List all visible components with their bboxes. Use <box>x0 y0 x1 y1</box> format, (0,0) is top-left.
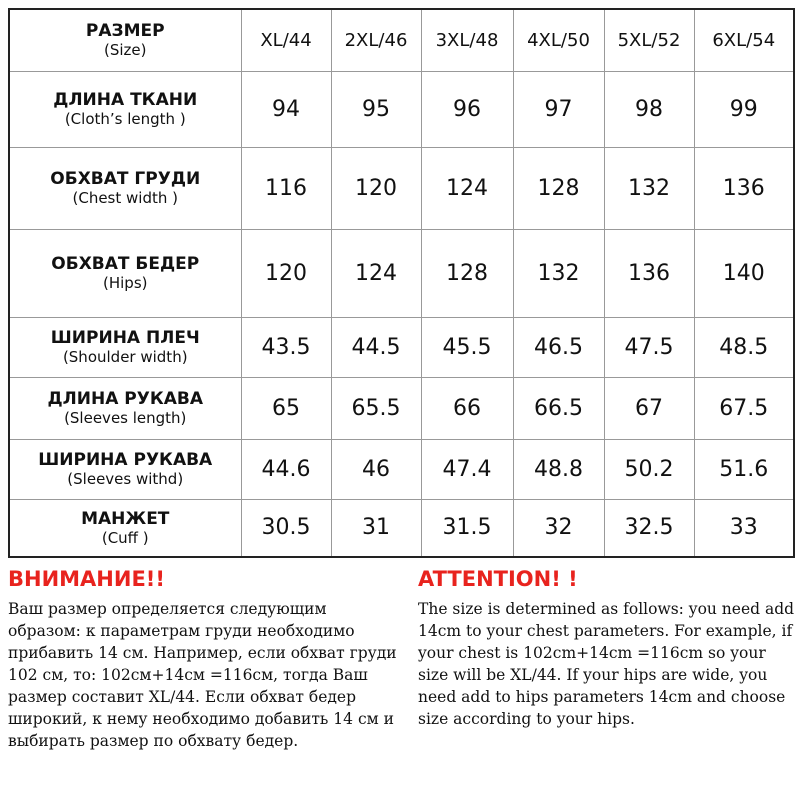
row-label-en: (Sleeves length) <box>64 409 187 427</box>
value: 97 <box>544 96 573 122</box>
value-cell <box>331 147 421 229</box>
value-cell <box>694 499 794 557</box>
attention-note-ru <box>8 566 403 752</box>
value-cell <box>694 147 794 229</box>
value: 96 <box>453 96 481 122</box>
size-header-cell <box>694 9 794 71</box>
value-cell <box>241 229 331 317</box>
value: 124 <box>355 260 397 286</box>
row-label-cell <box>9 147 241 229</box>
attention-title-ru: ВНИМАНИЕ!! <box>8 567 165 591</box>
value: 116 <box>265 175 307 201</box>
size-label-ru: РАЗМЕР <box>85 21 165 42</box>
value: 94 <box>272 96 300 122</box>
value-cell <box>513 499 604 557</box>
value: 128 <box>446 260 488 286</box>
row-label-cell <box>9 439 241 499</box>
row-label-ru: ДЛИНА ТКАНИ <box>53 90 198 110</box>
value: 95 <box>362 96 390 122</box>
value: 50.2 <box>624 456 674 482</box>
row-label-ru: ОБХВАТ ГРУДИ <box>50 169 201 189</box>
value: 120 <box>265 260 307 286</box>
row-label-cell <box>9 229 241 317</box>
attention-text-en: The size is determined as follows: you need add 14cm to your chest parameters. For example, if your chest is 102cm+14cm =116cm so your size will be XL/44. If your hips are wide, you need add to hips parameters 14cm and choose size according to your hips. <box>418 600 795 728</box>
table-row <box>9 229 794 317</box>
table-row <box>9 317 794 377</box>
value-cell <box>694 317 794 377</box>
size-chart-table <box>8 8 795 558</box>
value-cell <box>331 499 421 557</box>
size-header-cell <box>331 9 421 71</box>
value-cell <box>694 377 794 439</box>
value-cell <box>421 439 513 499</box>
value: 66 <box>453 395 481 421</box>
row-label-cell <box>9 317 241 377</box>
size-header-cell <box>421 9 513 71</box>
value: 99 <box>729 96 758 122</box>
row-label-en: (Sleeves withd) <box>67 470 184 488</box>
value: 120 <box>355 175 397 201</box>
value: 51.6 <box>719 456 769 482</box>
value-cell <box>513 377 604 439</box>
row-label-ru: ДЛИНА РУКАВА <box>47 389 204 409</box>
value: 48.8 <box>534 456 583 482</box>
size-header: XL/44 <box>260 29 312 51</box>
value: 67.5 <box>719 395 769 421</box>
value: 132 <box>628 175 670 201</box>
size-header: 6XL/54 <box>712 29 776 51</box>
row-label-en: (Hips) <box>103 274 148 292</box>
value-cell <box>331 377 421 439</box>
value: 44.6 <box>261 456 311 482</box>
row-label-ru: ШИРИНА РУКАВА <box>38 450 213 470</box>
size-header: 5XL/52 <box>617 29 681 51</box>
size-label-cell <box>9 9 241 71</box>
value-cell <box>331 439 421 499</box>
value: 128 <box>537 175 580 201</box>
size-header: 3XL/48 <box>435 29 499 51</box>
header-row <box>9 9 794 71</box>
value-cell <box>694 439 794 499</box>
row-label-ru: МАНЖЕТ <box>81 508 170 529</box>
value-cell <box>421 377 513 439</box>
value-cell <box>331 317 421 377</box>
size-header-cell <box>241 9 331 71</box>
table-row <box>9 499 794 557</box>
value: 47.5 <box>624 334 674 360</box>
table-row <box>9 377 794 439</box>
row-label-cell <box>9 71 241 147</box>
value: 47.4 <box>442 456 492 482</box>
value: 48.5 <box>719 334 769 360</box>
value-cell <box>241 147 331 229</box>
value-cell <box>241 439 331 499</box>
value: 65 <box>272 395 300 421</box>
value: 132 <box>537 260 580 286</box>
row-label-cell <box>9 499 241 557</box>
value-cell <box>513 229 604 317</box>
row-label-cell <box>9 377 241 439</box>
value-cell <box>694 229 794 317</box>
value: 43.5 <box>261 334 311 360</box>
size-header-cell <box>513 9 604 71</box>
table-row <box>9 439 794 499</box>
row-label-en: (Chest width ) <box>72 189 178 207</box>
value-cell <box>421 229 513 317</box>
value-cell <box>421 499 513 557</box>
attention-text-ru: Ваш размер определяется следующим образом: к параметрам груди необходимо прибавить 14 см. Например, если обхват груди 102 см, то: 102см+14см =116см, тогда Ваш размер составит XL/44. Если обхват бедер широкий, к нему необходимо добавить 14 см и выбирать размер по обхвату бедер. <box>8 600 397 750</box>
value-cell <box>241 499 331 557</box>
row-label-ru: ШИРИНА ПЛЕЧ <box>50 328 200 348</box>
value-cell <box>241 317 331 377</box>
table-row <box>9 147 794 229</box>
value-cell <box>604 71 694 147</box>
value: 136 <box>628 260 670 286</box>
value-cell <box>513 317 604 377</box>
row-label-en: (Cloth’s length ) <box>64 110 186 128</box>
value-cell <box>421 71 513 147</box>
value: 30.5 <box>261 515 311 541</box>
value: 45.5 <box>442 334 492 360</box>
value-cell <box>241 377 331 439</box>
value-cell <box>513 71 604 147</box>
value-cell <box>241 71 331 147</box>
value: 98 <box>635 96 663 122</box>
value-cell <box>604 499 694 557</box>
value: 67 <box>635 395 663 421</box>
value-cell <box>513 439 604 499</box>
row-label-en: (Shoulder width) <box>62 348 188 366</box>
value: 31 <box>362 515 390 541</box>
value: 46.5 <box>534 334 583 360</box>
value-cell <box>604 439 694 499</box>
value: 33 <box>729 515 758 541</box>
value-cell <box>604 147 694 229</box>
value: 31.5 <box>442 515 492 541</box>
value-cell <box>604 229 694 317</box>
value-cell <box>513 147 604 229</box>
value-cell <box>331 229 421 317</box>
value-cell <box>331 71 421 147</box>
value-cell <box>694 71 794 147</box>
value: 66.5 <box>534 395 583 421</box>
value: 136 <box>722 175 765 201</box>
value: 65.5 <box>351 395 401 421</box>
value: 32 <box>544 515 573 541</box>
attention-title-en: ATTENTION! ! <box>418 567 578 591</box>
size-header-cell <box>604 9 694 71</box>
size-header: 2XL/46 <box>344 29 408 51</box>
value-cell <box>421 147 513 229</box>
value: 32.5 <box>624 515 674 541</box>
value: 46 <box>362 456 390 482</box>
size-label-en: (Size) <box>104 41 147 60</box>
value: 124 <box>446 175 488 201</box>
value: 44.5 <box>351 334 401 360</box>
value-cell <box>604 377 694 439</box>
attention-note-en <box>418 566 796 730</box>
value: 140 <box>722 260 765 286</box>
size-header: 4XL/50 <box>527 29 590 51</box>
value-cell <box>421 317 513 377</box>
row-label-en: (Cuff ) <box>101 528 149 547</box>
value-cell <box>604 317 694 377</box>
table-row <box>9 71 794 147</box>
row-label-ru: ОБХВАТ БЕДЕР <box>51 254 200 274</box>
